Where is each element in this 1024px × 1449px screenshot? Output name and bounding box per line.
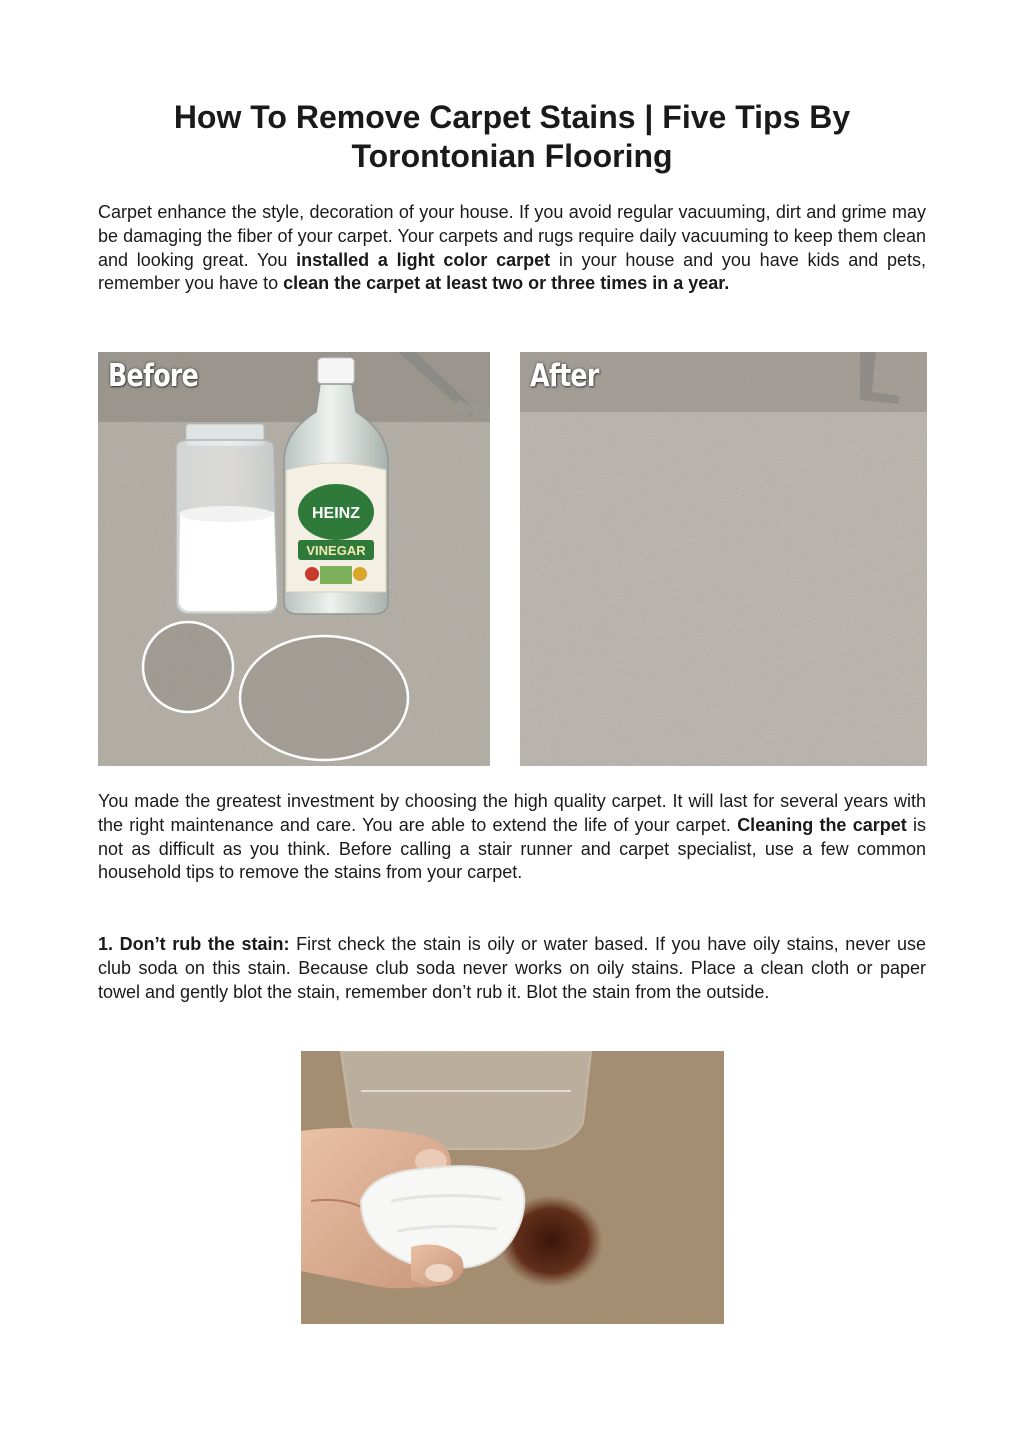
investment-text-2: is not as difficult as you think. Before calling a stair runner and carpet specialist, use a few common household tips to remove the stains from your carpet. (98, 814, 926, 883)
intro-text-1: Carpet enhance the style, decoration of your house. If you avoid regular vacuuming, dirt and grime may be damaging the fiber of your carpet. Your carpets and rugs require daily vacuuming to keep them clean and looking great. You (98, 202, 926, 270)
investment-text-1: You made the greatest investment by choosing the high quality carpet. It will last for several years with the right maintenance and care. You are able to extend the life of your carpet. (98, 791, 926, 835)
tip-1-heading: 1. Don’t rub the stain: (98, 934, 290, 954)
bottle-product-text: VINEGAR (306, 543, 366, 558)
intro-text-2: in your house and you have kids and pets, remember you have to (98, 249, 926, 294)
page-title: How To Remove Carpet Stains | Five Tips By Torontonian Flooring (173, 99, 851, 174)
after-photo (520, 352, 927, 766)
tip-1-paragraph (98, 933, 926, 1004)
after-label: After (530, 358, 599, 394)
tip-1-text: First check the stain is oily or water based. If you have oily stains, never use club soda on this stain. Because club soda never works on oily stains. Place a clean cloth or paper towel and gently blot the stain, remember don’t rub it. Blot the stain from the outside. (98, 934, 926, 1002)
intro-paragraph (98, 201, 926, 296)
investment-bold-1: Cleaning the carpet (737, 814, 907, 835)
before-photo (98, 352, 490, 766)
intro-bold-2: clean the carpet at least two or three times in a year. (283, 273, 730, 294)
bottle-brand-text: HEINZ (312, 505, 360, 522)
before-label: Before (108, 358, 199, 394)
investment-paragraph (98, 790, 926, 885)
intro-bold-1: installed a light color carpet (296, 249, 551, 270)
jar-illustration (176, 424, 278, 614)
blot-stain-photo (301, 1051, 724, 1324)
